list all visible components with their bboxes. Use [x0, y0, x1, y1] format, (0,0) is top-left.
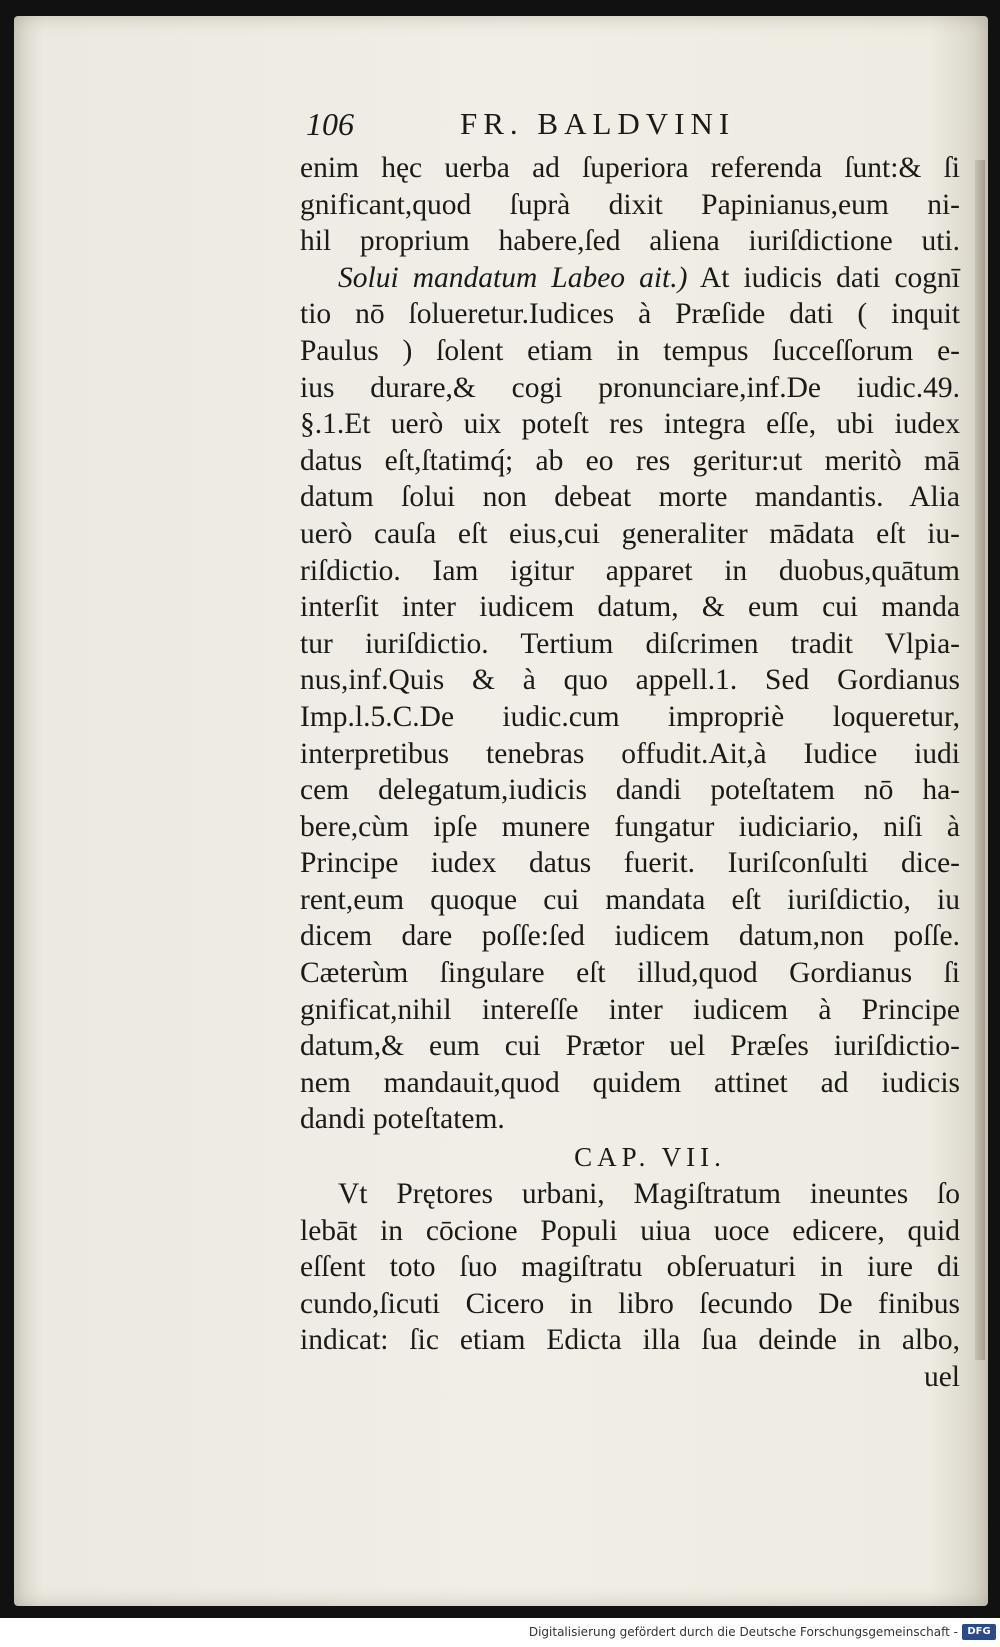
text-line: cundo,ſicuti Cicero in libro ſecundo De finibus — [300, 1287, 960, 1320]
lemma-line-rest: At iudicis dati cognī — [687, 261, 961, 294]
text-line: tio nō ſolueretur.Iudices à Præſide dati ( inquit — [300, 298, 960, 331]
text-line: nus,inf.Quis & à quo appell.1. Sed Gordianus — [300, 664, 960, 697]
text-line: Paulus ) ſolent etiam in tempus ſucceſſorum e- — [300, 334, 960, 367]
paragraph-continuation — [300, 150, 960, 260]
text-line: interpretibus tenebras offudit.Ait,à Iudice iudi — [300, 737, 960, 770]
text-line: gnificant,quod ſuprà dixit Papinianus,eum ni- — [300, 188, 960, 221]
text-line: tur iuriſdictio. Tertium diſcrimen tradit Vlpia- — [300, 627, 960, 660]
funding-credit: Digitalisierung gefördert durch die Deutsche Forschungsgemeinschaft - — [528, 1625, 958, 1639]
text-line: datum ſolui non debeat morte mandantis. Alia — [300, 481, 960, 514]
page-edge-shadow — [975, 160, 985, 1360]
text-line: indicat: ſic etiam Edicta illa ſua deinde in albo, — [300, 1324, 960, 1357]
footer-bar — [0, 1618, 1000, 1647]
chapter-body — [300, 1176, 960, 1396]
text-line: §.1.Et uerò uix poteſt res integra eſſe, ubi iudex — [300, 408, 960, 441]
text-line: Vt Prętores urbani, Magiſtratum ineuntes ſo — [338, 1178, 960, 1211]
text-line: interſit inter iudicem datum, & eum cui manda — [300, 591, 960, 624]
chapter-heading: CAP. VII. — [574, 1142, 726, 1173]
text-line: Imp.l.5.C.De iudic.cum impropriè loqueretur, — [300, 700, 960, 733]
text-line: gnificat,nihil intereſſe inter iudicem à Principe — [300, 993, 960, 1026]
text-line: ius durare,& cogi pronunciare,inf.De iudic.49. — [300, 371, 960, 404]
text-line: dicem dare poſſe:ſed iudicem datum,non poſſe. — [300, 920, 960, 953]
catchword: uel — [923, 1361, 960, 1393]
running-head — [300, 106, 960, 150]
text-line: uerò cauſa eſt eius,cui generaliter mādata eſt iu- — [300, 517, 960, 550]
text-line: hil proprium habere,ſed aliena iuriſdictione uti. — [300, 225, 960, 258]
text-line: cem delegatum,iudicis dandi poteſtatem nō ha- — [300, 774, 960, 807]
running-title: FR. BALDVINI — [460, 106, 736, 141]
text-line: Cæterùm ſingulare eſt illud,quod Gordianus ſi — [300, 957, 960, 990]
page-number: 106 — [306, 106, 354, 142]
dfg-logo: DFG — [962, 1624, 996, 1640]
text-line: riſdictio. Iam igitur apparet in duobus,quātum — [300, 554, 960, 587]
text-line: eſſent toto ſuo magiſtratu obſeruaturi in iure di — [300, 1251, 960, 1284]
lemma: Solui mandatum Labeo ait.) — [338, 261, 688, 294]
text-line: enim hęc uerba ad ſuperiora referenda ſunt:& ſi — [300, 152, 960, 184]
text-line: Principe iudex datus fuerit. Iuriſconſulti dice- — [300, 847, 960, 880]
text-line: bere,cùm ipſe munere fungatur iudiciario, niſi à — [300, 810, 960, 843]
text-block — [300, 106, 960, 1396]
paragraph-commentary — [300, 260, 960, 1138]
text-line: datus eſt,ſtatimq́; ab eo res geritur:ut meritò mā — [300, 444, 960, 477]
text-line: dandi poteſtatem. — [300, 1103, 505, 1136]
text-line: nem mandauit,quod quidem attinet ad iudicis — [300, 1066, 960, 1099]
text-line: lebāt in cōcione Populi uiua uoce edicere, quid — [300, 1214, 960, 1247]
text-line: rent,eum quoque cui mandata eſt iuriſdictio, iu — [300, 883, 960, 916]
text-line: datum,& eum cui Prætor uel Præſes iuriſdictio- — [300, 1030, 960, 1063]
lemma-line — [300, 260, 960, 297]
